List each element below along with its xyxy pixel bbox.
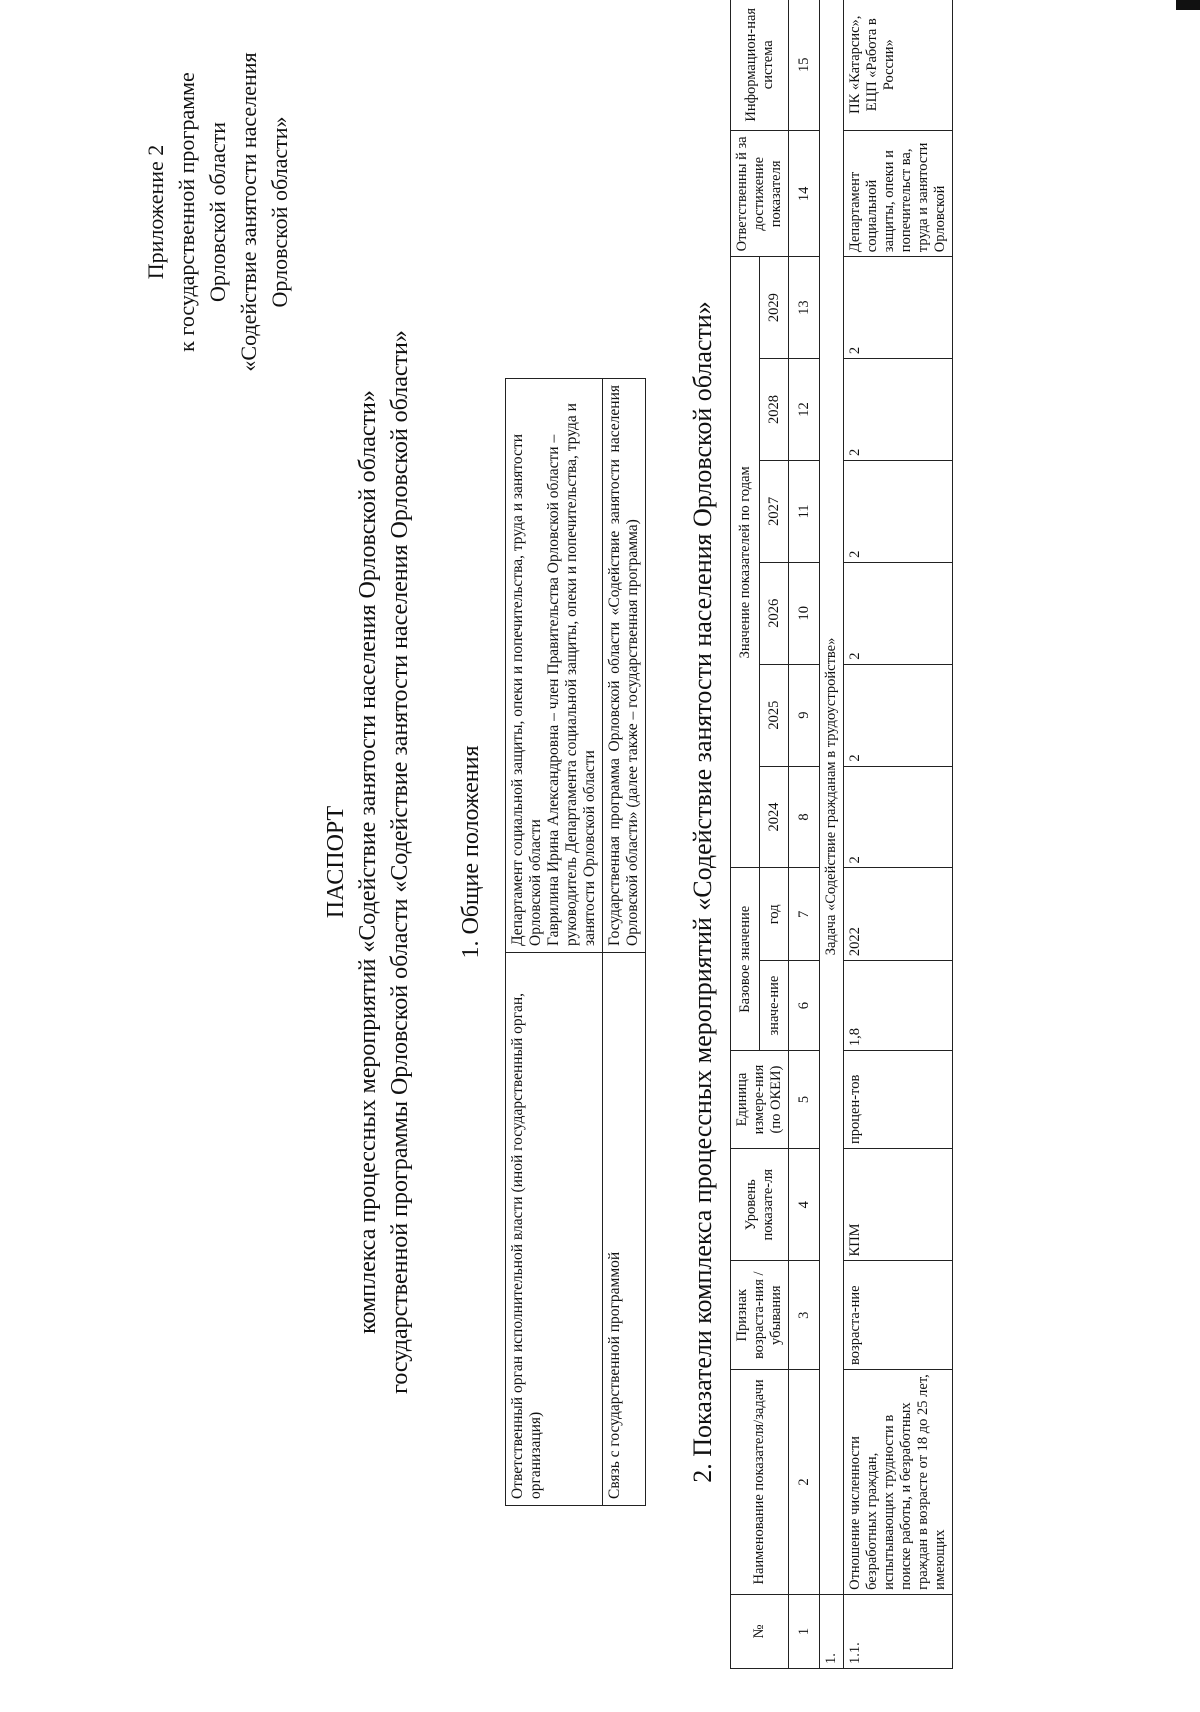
column-number: 15: [789, 0, 820, 131]
indicator-value: 2: [844, 664, 953, 766]
table-cell-key: Ответственный орган исполнительной власти (иной государственный орган, организация): [506, 953, 603, 1506]
header-year: 2029: [760, 257, 789, 359]
header-base-value: значе-ние: [760, 961, 789, 1051]
column-number: 4: [789, 1149, 820, 1261]
table-cell-value: Государственная программа Орловской области «Содействие занятости населения Орловской области» (далее также – государственная программа): [603, 379, 646, 953]
header-trend: Признак возраста-ния / убывания: [731, 1261, 789, 1370]
header-year: 2028: [760, 359, 789, 461]
indicator-row: [844, 0, 953, 1669]
task-text: Задача «Содействие гражданам в трудоустройстве»: [820, 0, 844, 1594]
appendix-line: к государственной программе: [174, 72, 199, 352]
appendix-line: Приложение 2: [143, 144, 168, 280]
task-row: [820, 0, 844, 1669]
column-number: 8: [789, 766, 820, 868]
indicators-table: [730, 0, 953, 1669]
header-year: 2024: [760, 766, 789, 868]
column-number: 14: [789, 131, 820, 257]
column-number: 11: [789, 460, 820, 562]
indicator-value: 2: [844, 460, 953, 562]
appendix-line: «Содействие занятости населения: [236, 52, 261, 372]
passport-title-block: [320, 262, 416, 1462]
passport-title: ПАСПОРТ: [323, 805, 349, 919]
indicator-unit: процен-тов: [844, 1051, 953, 1149]
indicator-name: Отношение численности безработных граждан, испытывающих трудности в поиске работы, и безработных граждан в возрасте от 18 до 25 лет, имеющих: [844, 1369, 953, 1594]
indicator-base-year: 2022: [844, 868, 953, 961]
section-2-heading: 2. Показатели комплекса процессных мероприятий «Содействие занятости населения Орловской области»: [688, 301, 717, 1483]
header-row: [731, 0, 760, 1669]
value-line: Департамент социальной защиты, опеки и попечительства, труда и занятости Орловской области: [509, 433, 544, 946]
header-year: 2027: [760, 460, 789, 562]
indicator-value: 2: [844, 359, 953, 461]
header-level: Уровень показате-ля: [731, 1149, 789, 1261]
indicator-value: 2: [844, 766, 953, 868]
table-row: [506, 379, 603, 1506]
task-number: 1.: [820, 1594, 844, 1668]
table-cell-value: [506, 379, 603, 953]
column-number: 5: [789, 1051, 820, 1149]
value-line: Гаврилина Ирина Александровна – член Правительства Орловской области – руководитель Департамента социальной защиты, опеки и попечительства, труда и занятости Орловской области: [545, 403, 598, 946]
header-year: 2025: [760, 664, 789, 766]
column-number: 10: [789, 562, 820, 664]
indicator-level: КПМ: [844, 1149, 953, 1261]
header-no: №: [731, 1594, 789, 1668]
header-infosystem: Информацион-ная система: [731, 0, 789, 131]
column-number: 12: [789, 359, 820, 461]
table-cell-key: Связь с государственной программой: [603, 953, 646, 1506]
header-name: Наименование показателя/задачи: [731, 1369, 789, 1594]
table-row: [603, 379, 646, 1506]
column-number: 9: [789, 664, 820, 766]
passport-subtitle: комплекса процессных мероприятий «Содействие занятости населения Орловской области»: [355, 390, 381, 1334]
section-1-heading: 1. Общие положения: [458, 745, 484, 959]
appendix-line: Орловской области»: [267, 116, 292, 308]
indicator-trend: возраста-ние: [844, 1261, 953, 1370]
indicator-value: 2: [844, 562, 953, 664]
appendix-header: [140, 32, 295, 392]
column-number: 7: [789, 868, 820, 961]
header-responsible: Ответственны й за достижение показателя: [731, 131, 789, 257]
column-number: 6: [789, 961, 820, 1051]
passport-subtitle: государственной программы Орловской области «Содействие занятости населения Орловской области»: [387, 330, 413, 1394]
indicator-base-value: 1,8: [844, 961, 953, 1051]
column-number: 1: [789, 1594, 820, 1668]
indicator-responsible: Департамент социальной защиты, опеки и попечительст ва, труда и занятости Орловской: [844, 131, 953, 257]
header-base-year: год: [760, 868, 789, 961]
column-numbers-row: [789, 0, 820, 1669]
header-unit: Единица измере-ния (по ОКЕИ): [731, 1051, 789, 1149]
indicator-number: 1.1.: [844, 1594, 953, 1668]
header-base: Базовое значение: [731, 868, 760, 1051]
general-provisions-table: [505, 378, 646, 1506]
column-number: 3: [789, 1261, 820, 1370]
header-values-by-years: Значение показателей по годам: [731, 257, 760, 868]
appendix-line: Орловской области: [205, 122, 230, 302]
indicator-value: 2: [844, 257, 953, 359]
indicator-infosystem: ПК «Катарсис», ЕЦП «Работа в России»: [844, 0, 953, 131]
column-number: 13: [789, 257, 820, 359]
column-number: 2: [789, 1369, 820, 1594]
header-year: 2026: [760, 562, 789, 664]
